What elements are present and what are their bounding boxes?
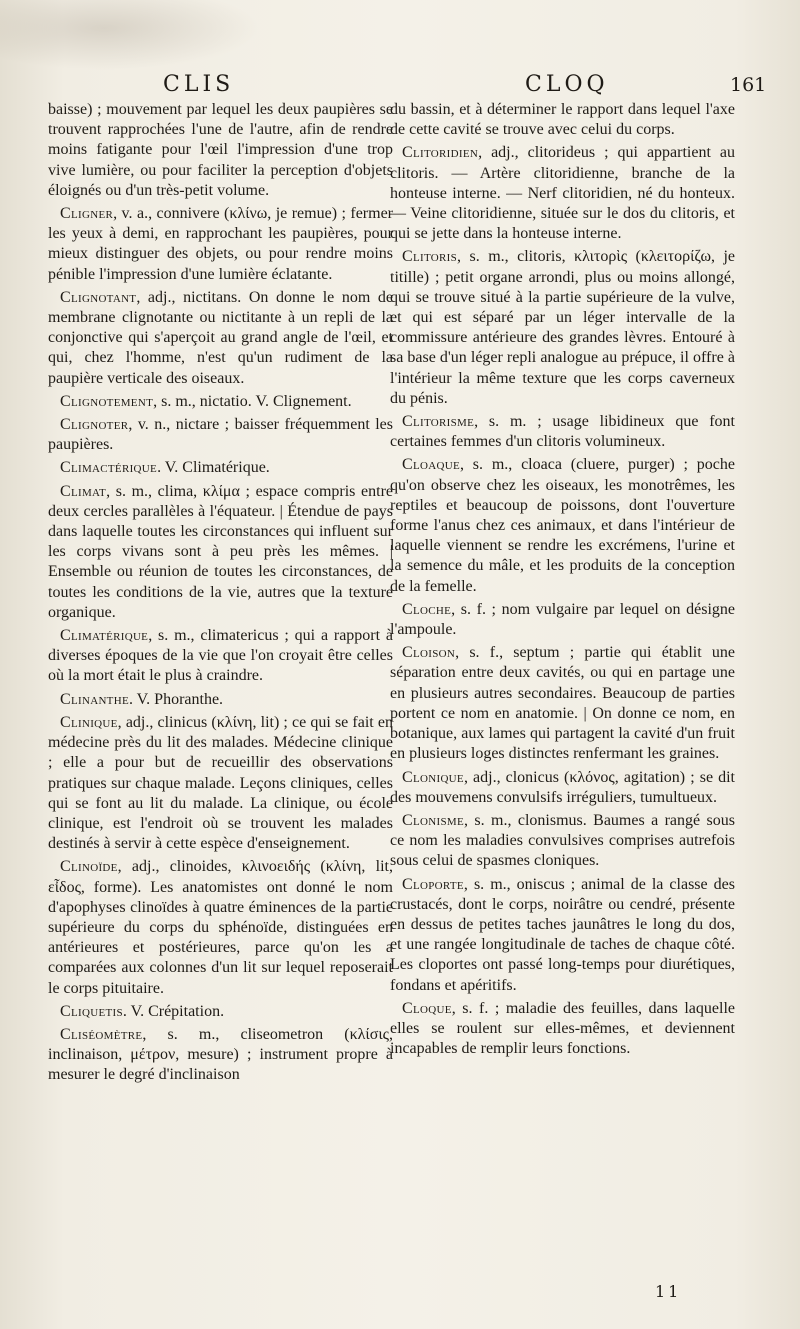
signature-mark: 11 — [655, 1282, 682, 1301]
entry-headword: Clitoridien — [402, 144, 479, 162]
entry-text: , s. m., climatericus ; qui a rapport à diverses époques de la vie que l'on croyait être celles où la mort était le plus à craindre. — [48, 627, 393, 685]
entry-text: , s. m., clima, κλίμα ; espace compris entre deux cercles parallèles à l'équateur. | Étendue de pays dans laquelle toutes les circonstances qui influent sur les corps vivans sont à peu près les mêmes. | Ensemble ou réunion de toutes les circonstances, de toutes les conditions de la vie, autres que la texture organique. — [48, 482, 393, 621]
entry-headword: Cloche — [402, 600, 452, 618]
entry-text: , s. m., clonismus. Baumes a rangé sous ce nom les maladies convulsives comprises autrefois sous celui de spasmes cloniques. — [390, 811, 735, 870]
dictionary-entry — [390, 875, 735, 996]
entry-headword: Climatérique — [60, 627, 149, 645]
entry-text: , s. f. ; nom vulgaire par lequel on désigne l'ampoule. — [390, 600, 735, 639]
entry-headword: Cloporte — [402, 875, 464, 893]
dictionary-entry — [390, 247, 735, 409]
right-column — [390, 100, 735, 1062]
dictionary-entry — [390, 768, 735, 808]
entry-headword: Cloison — [402, 644, 456, 662]
dictionary-entry — [48, 713, 393, 854]
dictionary-entry — [48, 288, 393, 389]
entry-text: . V. Crépitation. — [122, 1002, 225, 1020]
running-header — [0, 70, 800, 100]
entry-text: . V. Phoranthe. — [128, 690, 224, 708]
dictionary-entry — [390, 999, 735, 1060]
entry-text: , adj., clinicus (κλίνη, lit) ; ce qui se fait en médecine près du lit des malades. Médecine clinique ; elle a pour but de recueillir des observations pratiques sur chaque malade. Leçons cliniques, celles qui se font au lit du malade. La clinique, ou école clinique, est l'endroit où se trouvent les malades destinés à servir à cette espèce d'enseignement. — [48, 713, 393, 853]
dictionary-entry — [48, 415, 393, 455]
entry-headword: Clonisme — [402, 811, 464, 829]
entry-headword: Clignoter — [60, 416, 129, 434]
entry-text: , adj., clonicus (κλόνος, agitation) ; se dit des mouvemens convulsifs irréguliers, tumultueux. — [390, 768, 735, 806]
dictionary-entry — [48, 458, 393, 478]
entry-headword: Climactérique — [60, 459, 158, 477]
entry-text: , s. f., septum ; partie qui établit une séparation entre deux cavités, ou qui en partage une en plusieurs autres secondaires. Beaucoup de parties portent ce nom en anatomie. | On donne ce nom, en botanique, aux lames qui partagent la cavité d'un fruit en plusieurs loges distinctes renfermant les graines. — [390, 644, 735, 763]
entry-headword: Clitoris — [402, 248, 458, 266]
entry-text: , s. m., clitoris, κλιτορὶς (κλειτορίζω, je titille) ; petit organe arrondi, plus ou moins allongé, qui se trouve situé à la partie supérieure de la vulve, et qui est séparé par un léger intervalle de la commissure antérieure des grandes lèvres. Entouré à sa base d'un léger repli analogue au prépuce, il offre à l'intérieur la même texture que les corps caverneux du pénis. — [390, 248, 735, 407]
dictionary-entry — [390, 455, 735, 596]
entry-headword: Cliséomètre — [60, 1025, 143, 1043]
entry-text: baisse) ; mouvement par lequel les deux paupières se trouvent rapprochées l'une de l'autre, afin de rendre moins fatigante pour l'œil l'impression d'une trop vive lumière, ou pour faciliter la perception d'objets éloignés ou d'un très-petit volume. — [48, 101, 393, 199]
dictionary-entry — [390, 100, 735, 140]
dictionary-entry — [48, 1025, 393, 1086]
dictionary-entry — [48, 626, 393, 687]
entry-text: , s. m., cliseometron (κλίσις, inclinaison, μέτρον, mesure) ; instrument propre à mesurer le degré d'inclinaison — [48, 1025, 393, 1084]
entry-headword: Cliquetis — [60, 1002, 123, 1020]
dictionary-entry — [48, 100, 393, 201]
dictionary-entry — [48, 392, 393, 412]
entry-text: , adj., clinoides, κλινοειδής (κλίνη, lit, εἶδος, forme). Les anatomistes ont donné le nom d'apophyses clinoïdes à quatre éminences de la partie supérieure du corps du sphénoïde, distinguées en antérieures et postérieures, parce qu'on les a comparées aux colonnes d'un lit sur lequel reposerait le corps pituitaire. — [48, 858, 393, 997]
left-column — [48, 100, 393, 1089]
entry-headword: Cloaque — [402, 456, 460, 474]
dictionary-entry — [390, 412, 735, 452]
entry-headword: Clinanthe — [60, 690, 129, 708]
entry-headword: Clinoïde — [60, 858, 118, 876]
entry-headword: Cloque — [402, 999, 452, 1017]
dictionary-entry — [48, 204, 393, 285]
entry-text: du bassin, et à déterminer le rapport dans lequel l'axe de cette cavité se trouve avec celui du corps. — [390, 101, 735, 139]
entry-text: , s. m., nictatio. V. Clignement. — [153, 392, 352, 410]
entry-text: , s. f. ; maladie des feuilles, dans laquelle elles se roulent sur elles-mêmes, et deviennent incapables de remplir leurs fonctions. — [390, 999, 735, 1058]
dictionary-entry — [48, 857, 393, 998]
entry-text: , s. m., cloaca (cluere, purger) ; poche qu'on observe chez les oiseaux, les monotrêmes, les reptiles et beaucoup de poissons, dont l'ouverture forme l'anus chez ces animaux, et dans l'intérieur de laquelle viennent se rendre les excrémens, l'urine et la semence du mâle, et les produits de la conception de la femelle. — [390, 456, 735, 595]
page-stain — [0, 0, 260, 70]
dictionary-entry — [390, 600, 735, 640]
dictionary-entry — [48, 690, 393, 710]
page-number: 161 — [730, 74, 767, 96]
header-right-word: CLOQ — [525, 72, 609, 97]
entry-text: , s. m., oniscus ; animal de la classe des crustacés, dont le corps, noirâtre ou cendré, présente en dessus de petites taches jaunâtres le long du dos, et une rangée longitudinale de taches de chaque côté. Les cloportes ont passé long-temps pour diurétiques, fondans et apéritifs. — [390, 875, 735, 994]
dictionary-entry — [390, 811, 735, 872]
entry-text: , v. a., connivere (κλίνω, je remue) ; fermer les yeux à demi, en rapprochant les paupières, pour mieux distinguer des objets, ou pour rendre moins pénible l'impression d'une lumière éclatante. — [48, 205, 393, 283]
entry-text: , s. m. ; usage libidineux que font certaines femmes d'un clitoris volumineux. — [390, 413, 735, 451]
entry-headword: Clinique — [60, 713, 118, 731]
entry-text: , v. n., nictare ; baisser fréquemment les paupières. — [48, 416, 393, 454]
header-left-word: CLIS — [163, 72, 235, 97]
entry-headword: Clitorisme — [402, 413, 475, 431]
dictionary-entry — [48, 482, 393, 623]
entry-headword: Cligner — [60, 205, 114, 223]
entry-text: , adj., clitorideus ; qui appartient au clitoris. — Artère clitoridienne, branche de la honteuse interne. — Nerf clitoridien, né du honteux. — Veine clitoridienne, située sur le dos du clitoris, et qui se jette dans la honteuse interne. — [390, 144, 735, 243]
dictionary-entry — [48, 1002, 393, 1022]
dictionary-entry — [390, 143, 735, 244]
entry-headword: Clonique — [402, 768, 464, 786]
entry-headword: Climat — [60, 482, 107, 500]
entry-text: . V. Climatérique. — [157, 459, 270, 477]
entry-headword: Clignotant — [60, 288, 137, 306]
entry-headword: Clignotement — [60, 392, 154, 410]
dictionary-entry — [390, 643, 735, 764]
entry-text: , adj., nictitans. On donne le nom de membrane clignotante ou nictitante à un repli de la conjonctive qui s'aperçoit au grand angle de l'œil, et qui, chez l'homme, n'est qu'un rudiment de la paupière verticale des oiseaux. — [48, 288, 393, 387]
